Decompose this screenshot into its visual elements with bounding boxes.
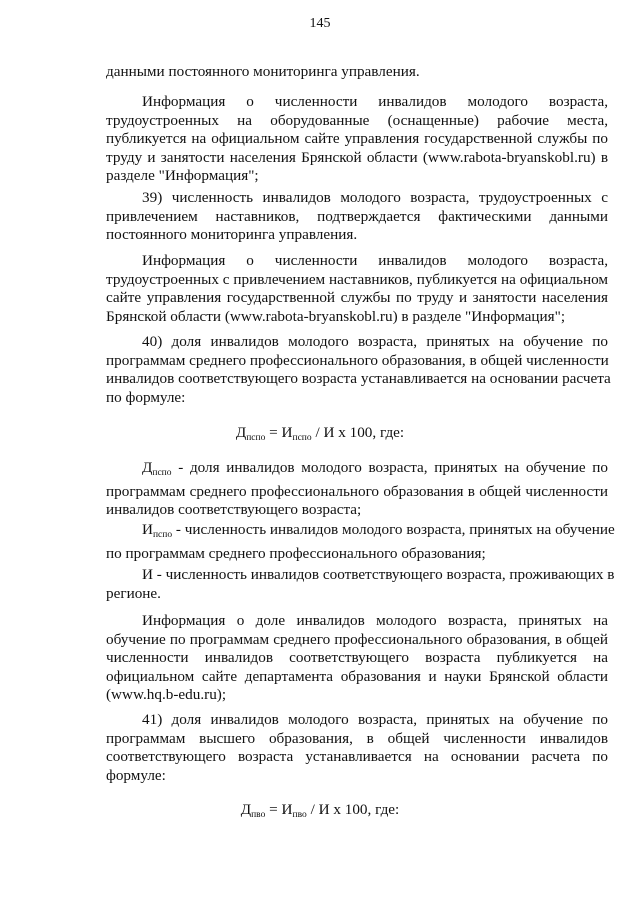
formula-spo	[0, 424, 640, 443]
paragraph-item-40	[106, 333, 611, 407]
paragraph-info-mentors	[106, 252, 608, 326]
paragraph-item-41	[106, 711, 608, 785]
formula-subscript: пво	[292, 810, 307, 820]
text-line: инвалидов соответствующего возраста устанавливается на основании расчета	[106, 370, 611, 388]
paragraph-info-spo-share	[106, 612, 608, 705]
formula-subscript: пспо	[292, 433, 312, 443]
text-line: Информация о доле инвалидов молодого возраста, принятых на	[142, 612, 608, 629]
text-line: официальном сайте департамента образования и науки Брянской области	[106, 667, 608, 685]
text-line: сайте управления государственной службы по труду и занятости населения	[106, 289, 608, 307]
text-line	[106, 521, 615, 545]
paragraph-def-i	[106, 566, 615, 603]
text-line: регионе.	[106, 584, 161, 602]
text-line: 40) доля инвалидов молодого возраста, принятых на обучение по	[142, 333, 608, 350]
formula-symbol: Д	[142, 459, 153, 476]
paragraph-def-i-spo	[106, 521, 615, 563]
formula-symbol: И	[281, 424, 293, 441]
formula-operator: =	[265, 801, 282, 818]
formula-symbol: Д	[240, 801, 252, 818]
text-line: данными постоянного мониторинга управления.	[106, 63, 420, 80]
text-line: И - численность инвалидов соответствующего возраста, проживающих в	[142, 566, 615, 583]
formula-vo	[0, 801, 640, 820]
text-line: разделе "Информация";	[106, 167, 259, 185]
text-fragment: - доля инвалидов молодого возраста, принятых на обучение по	[171, 459, 608, 476]
text-line: Информация о численности инвалидов молодого возраста,	[142, 93, 608, 110]
text-line: численности инвалидов соответствующего возраста публикуется на	[106, 649, 608, 667]
formula-symbol: Д	[235, 424, 247, 441]
text-line: труду и занятости населения Брянской области (www.rabota-bryanskobl.ru) в	[106, 148, 608, 166]
page-number: 145	[309, 16, 331, 31]
formula-rest: / И x 100, где:	[306, 801, 400, 818]
formula-subscript: пспо	[152, 530, 173, 540]
text-line: программам высшего образования, в общей численности инвалидов	[106, 729, 608, 747]
paragraph-def-d-spo	[106, 459, 608, 520]
text-line: публикуется на официальном сайте управления государственной службы по	[106, 130, 608, 148]
text-line: Брянской области (www.rabota-bryanskobl.ru) в разделе "Информация";	[106, 307, 566, 325]
text-line: постоянного мониторинга управления.	[106, 226, 358, 244]
text-line: соответствующего возраста устанавливается на основании расчета по	[106, 748, 608, 766]
text-line: трудоустроенных на оборудованные (оснащенные) рабочие места,	[106, 111, 608, 129]
text-line: программам среднего профессионального образования в общей численности	[106, 482, 608, 500]
text-line: обучение по программам среднего профессионального образования, в общей	[106, 630, 608, 648]
paragraph-info-equipped-workplaces	[106, 93, 608, 186]
formula-symbol: И	[281, 801, 293, 818]
paragraph-continuation	[106, 63, 608, 82]
paragraph-item-39	[106, 189, 608, 245]
formula-symbol: И	[142, 521, 153, 538]
text-line: трудоустроенных с привлечением наставников, публикуется на официальном	[106, 270, 608, 288]
text-line: инвалидов соответствующего возраста;	[106, 501, 362, 519]
text-line: по формуле:	[106, 388, 186, 406]
text-fragment: - численность инвалидов молодого возраста, принятых на обучение	[172, 521, 615, 538]
text-line: привлечением наставников, подтверждается фактическими данными	[106, 207, 608, 225]
text-line: по программам среднего профессионального образования;	[106, 544, 486, 562]
formula-subscript: пспо	[152, 468, 172, 478]
text-line: формуле:	[106, 766, 166, 784]
text-line: программам среднего профессионального образования, в общей численности	[106, 351, 609, 369]
text-line: 41) доля инвалидов молодого возраста, принятых на обучение по	[142, 711, 608, 728]
formula-operator: =	[265, 424, 282, 441]
text-line: Информация о численности инвалидов молодого возраста,	[142, 252, 608, 269]
formula-subscript: пспо	[246, 433, 266, 443]
text-line: (www.hq.b-edu.ru);	[106, 686, 227, 704]
text-line	[106, 459, 608, 483]
text-line: 39) численность инвалидов молодого возраста, трудоустроенных с	[142, 189, 608, 206]
formula-rest: / И x 100, где:	[311, 424, 405, 441]
formula-subscript: пво	[251, 810, 266, 820]
